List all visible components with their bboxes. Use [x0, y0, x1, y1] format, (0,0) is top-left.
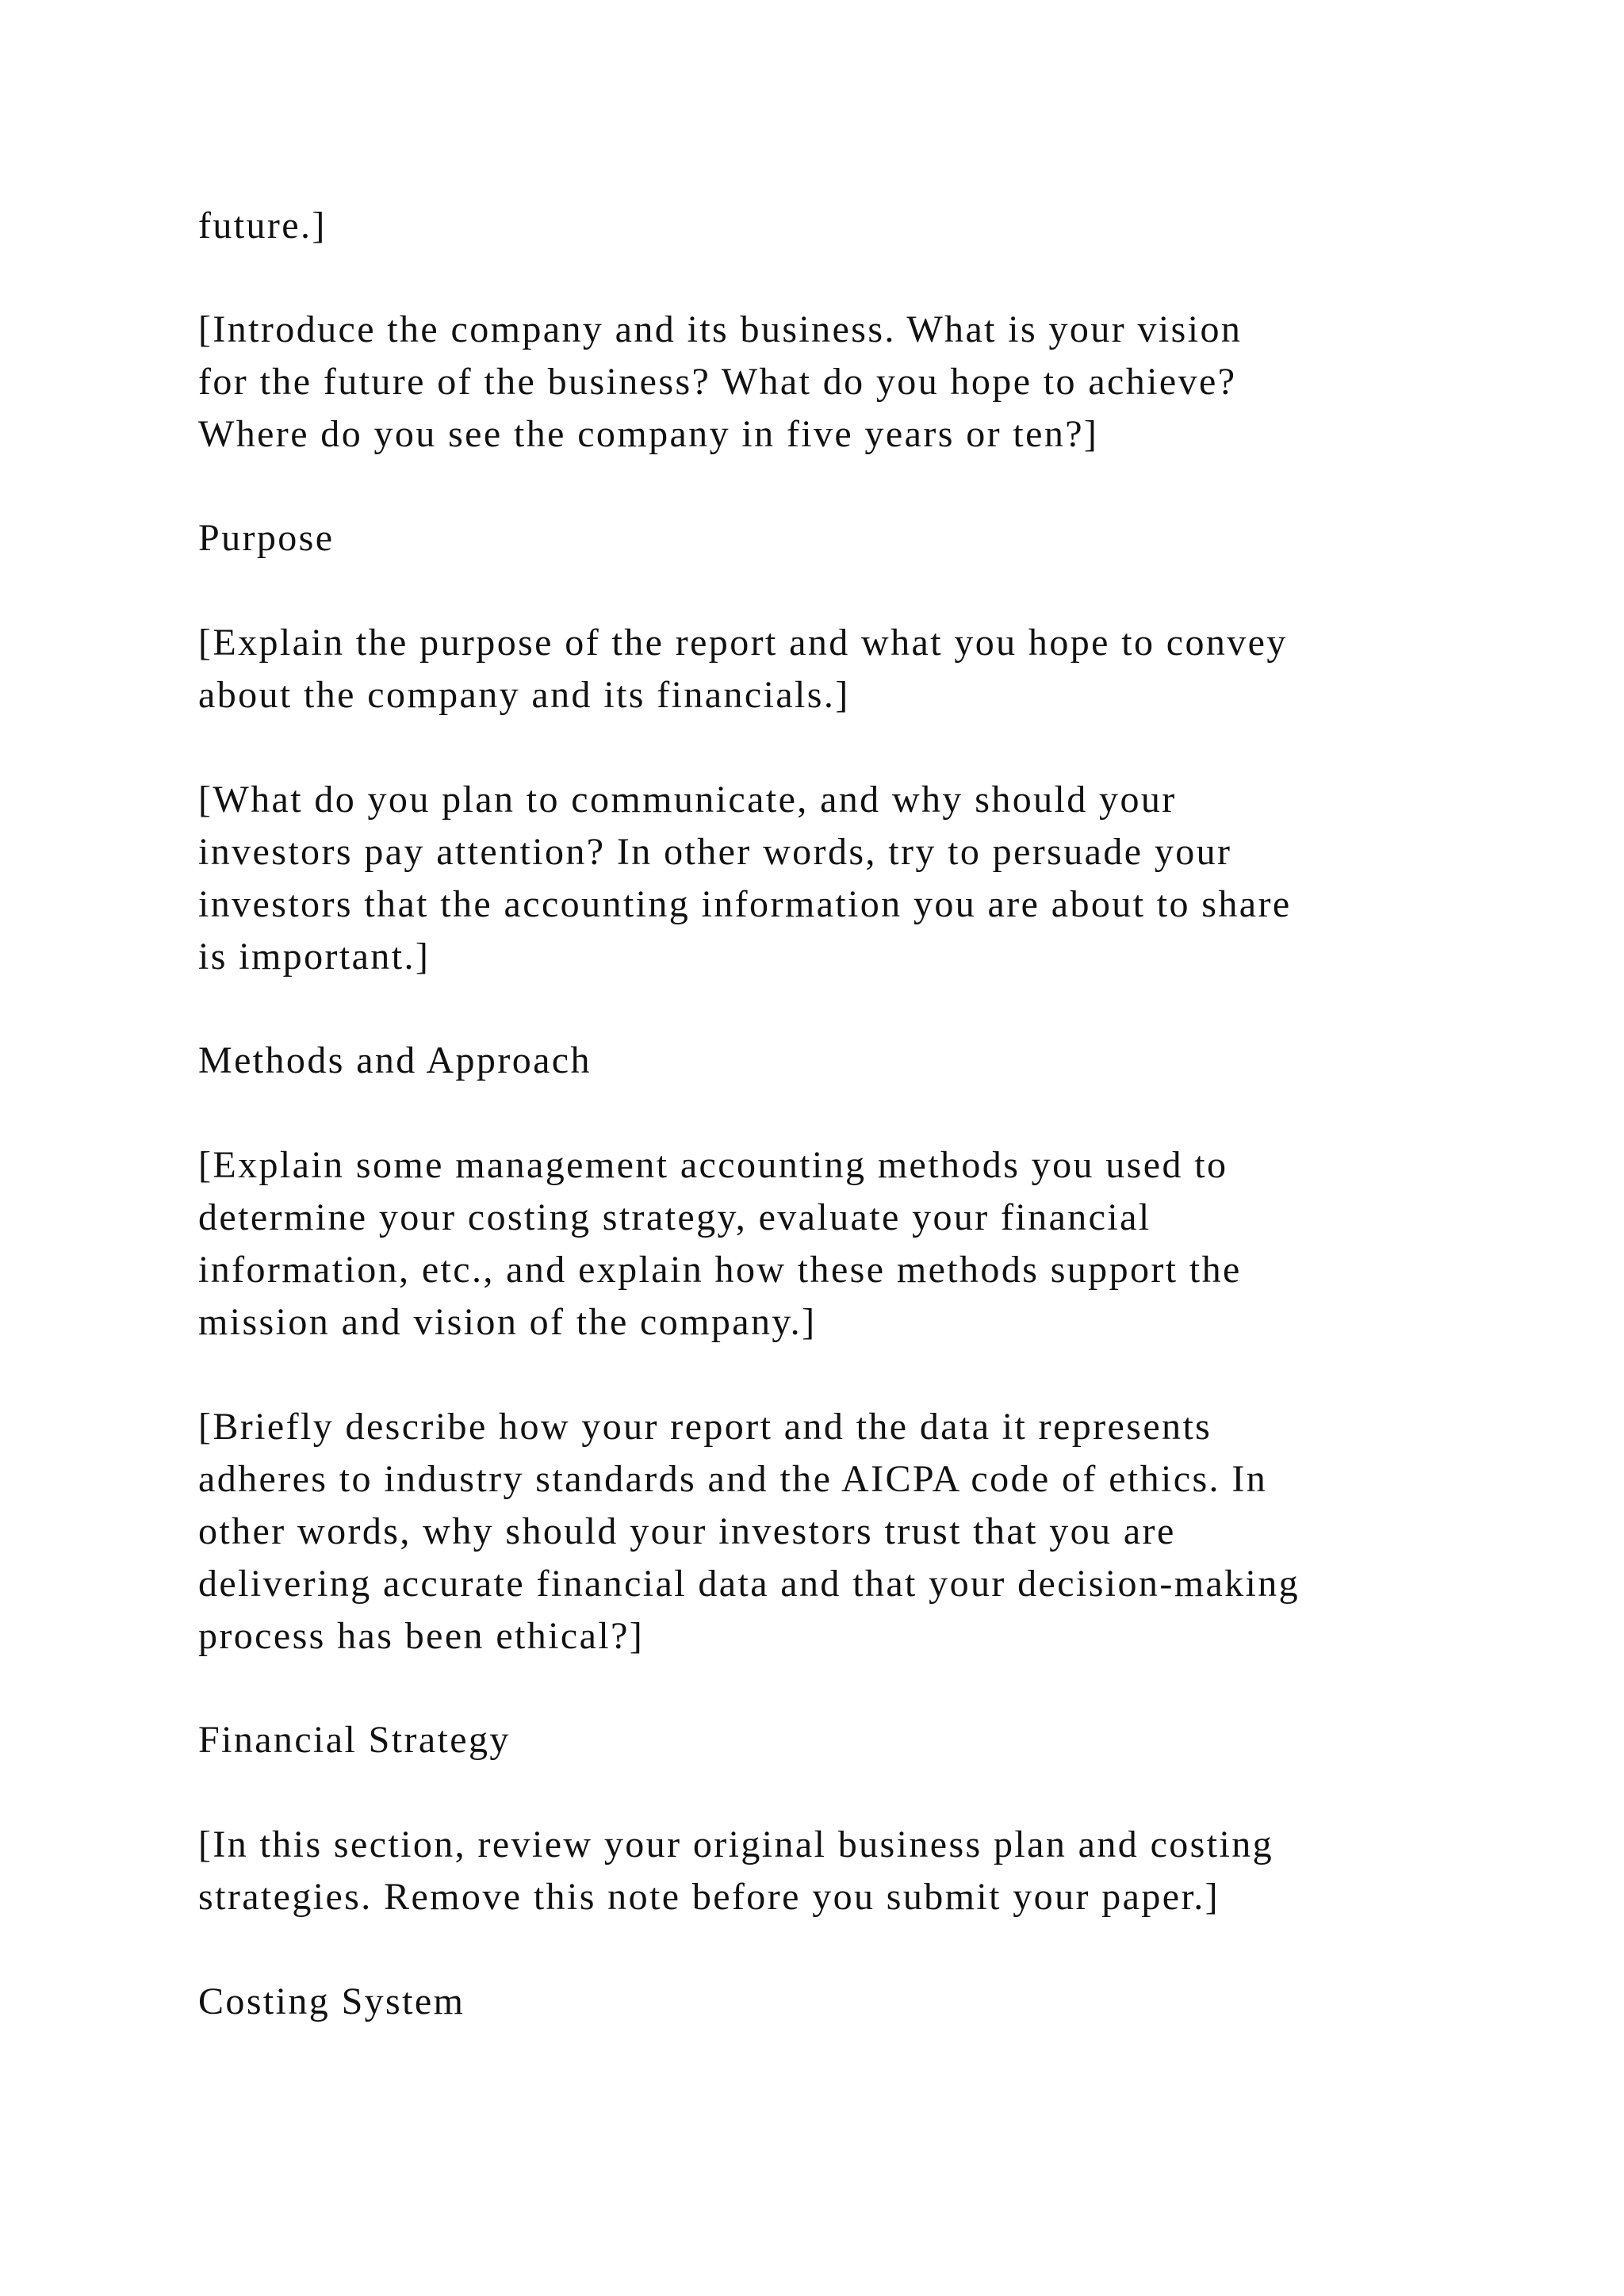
text-line: other words, why should your investors trust that you are	[198, 1510, 1176, 1552]
text-line: [Explain the purpose of the report and what you hope to convey	[198, 622, 1288, 664]
text-line: process has been ethical?]	[198, 1615, 645, 1657]
text-line: [What do you plan to communicate, and why should your	[198, 779, 1177, 821]
text-line: strategies. Remove this note before you submit your paper.]	[198, 1876, 1220, 1918]
text-line: [Introduce the company and its business. What is your vision	[198, 308, 1243, 350]
text-line: future.]	[198, 205, 327, 247]
text-line: adheres to industry standards and the AICPA code of ethics. In	[198, 1458, 1268, 1500]
text-line: mission and vision of the company.]	[198, 1301, 817, 1343]
text-line: Where do you see the company in five years or ten?]	[198, 413, 1099, 455]
section-heading-financial-strategy: Financial Strategy	[198, 1719, 511, 1761]
text-line: determine your costing strategy, evaluate your financial	[198, 1196, 1151, 1238]
text-line: information, etc., and explain how these methods support the	[198, 1249, 1242, 1291]
section-heading-purpose: Purpose	[198, 517, 335, 559]
text-line: [In this section, review your original business plan and costing	[198, 1823, 1274, 1866]
section-heading-methods-and-approach: Methods and Approach	[198, 1039, 592, 1081]
text-line: investors pay attention? In other words, try to persuade your	[198, 831, 1232, 873]
text-line: [Explain some management accounting methods you used to	[198, 1144, 1228, 1186]
text-line: investors that the accounting information you are about to share	[198, 883, 1292, 925]
text-line: is important.]	[198, 936, 431, 978]
text-line: delivering accurate financial data and that your decision-making	[198, 1563, 1300, 1605]
text-line: [Briefly describe how your report and the data it represents	[198, 1406, 1212, 1448]
section-heading-costing-system: Costing System	[198, 1980, 465, 2022]
text-line: about the company and its financials.]	[198, 674, 850, 716]
text-line: for the future of the business? What do you hope to achieve?	[198, 361, 1237, 403]
